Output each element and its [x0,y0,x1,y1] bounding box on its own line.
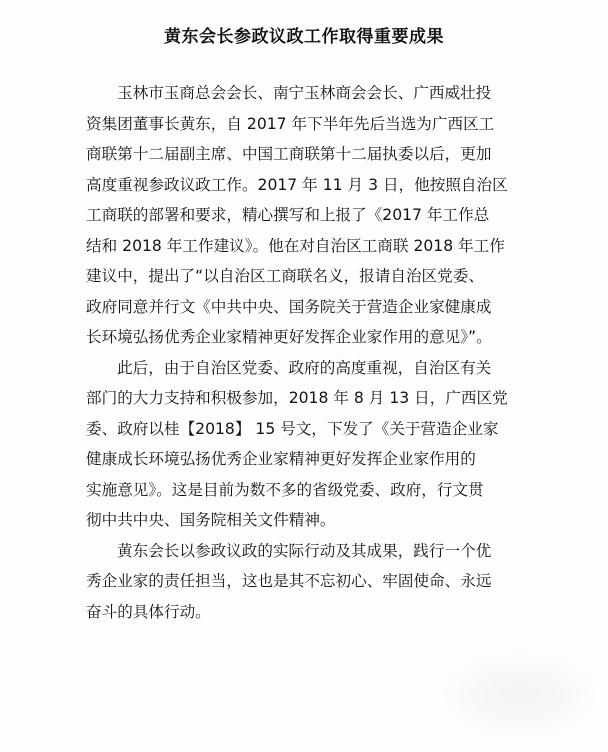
paragraph-2-line-1: 此后，由于自治区党委、政府的高度重视，自治区有关 [117,358,492,377]
paragraph-1-line-3: 商联第十二届副主席、中国工商联第十二届执委以后，更加 [86,145,492,163]
paragraph-2-line-3: 委、政府以桂【2018】 15 号文，下发了《关于营造企业家 [86,419,499,438]
paragraph-1-line-1: 玉林市玉商总会会长、南宁玉林商会会长、广西威壮投 [117,84,492,102]
paragraph-1-line-8: 政府同意并行文《中共中央、国务院关于营造企业家健康成 [86,297,492,316]
paragraph-1-line-5: 工商联的部署和要求，精心撰写和上报了《2017 年工作总 [86,206,490,224]
paragraph-3-line-2: 秀企业家的责任担当，这也是其不忘初心、牢固使命、永远 [86,572,492,590]
paragraph-2-line-4: 健康成长环境弘扬优秀企业家精神更好发挥企业家作用的 [86,450,476,468]
document-title: 黄东会长参政议政工作取得重要成果 [164,27,444,47]
paragraph-2-line-2: 部门的大力支持和积极参加，2018 年 8 月 13 日，广西区党 [86,389,508,407]
document-body [86,78,556,627]
paper-smudge [440,650,600,740]
paragraph-1-line-6: 结和 2018 年工作建议》。他在对自治区工商联 2018 年工作 [86,236,505,255]
paragraph-1-line-4: 高度重视参政议政工作。2017 年 11 月 3 日，他按照自治区 [86,175,508,194]
paragraph-2-line-5: 实施意见》。这是目前为数不多的省级党委、政府，行文贯 [86,480,484,499]
paragraph-3-line-1: 黄东会长以参政议政的实际行动及其成果，践行一个优 [117,541,492,560]
paragraph-3-line-3: 奋斗的具体行动。 [86,602,211,621]
paragraph-1-line-9: 长环境弘扬优秀企业家精神更好发挥企业家作用的意见》”。 [86,328,492,346]
paragraph-2-line-6: 彻中共中央、国务院相关文件精神。 [86,511,336,529]
paragraph-1-line-2: 资集团董事长黄东，自 2017 年下半年先后当选为广西区工 [86,114,495,133]
paragraph-1-line-7: 建议中，提出了“以自治区工商联名义，报请自治区党委、 [86,267,484,285]
